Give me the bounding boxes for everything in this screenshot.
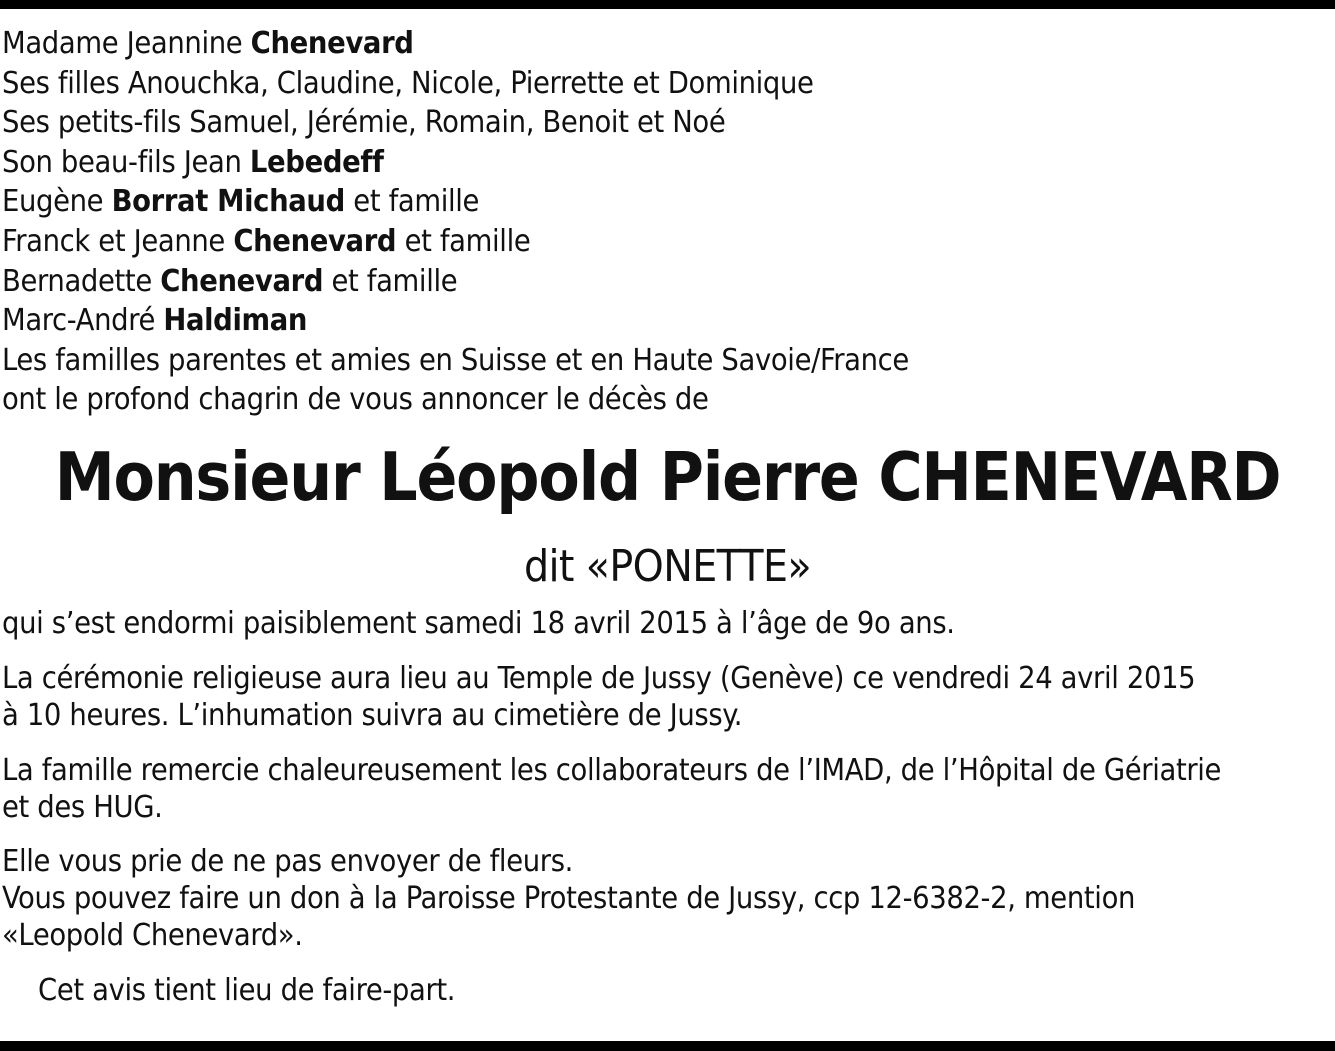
paragraph-line: La famille remercie chaleureusement les collaborateurs de l’IMAD, de l’Hôpital de Gériatrie (2, 753, 1222, 788)
top-border-rule (0, 0, 1335, 9)
family-surname: Chenevard (233, 223, 397, 259)
closing-note (38, 972, 1335, 1009)
family-surname: Lebedeff (249, 144, 384, 180)
thanks-paragraph (2, 752, 1334, 826)
family-line: Franck et Jeanne Chenevard et famille (2, 223, 531, 259)
paragraph-line: qui s’est endormi paisiblement samedi 18 avril 2015 à l’âge de 9o ans. (2, 606, 955, 641)
paragraph-line: Cet avis tient lieu de faire-part. (38, 973, 456, 1008)
paragraph-line: à 10 heures. L’inhumation suivra au cimetière de Jussy. (2, 698, 743, 733)
passing-paragraph (2, 605, 1334, 642)
paragraph-line: La cérémonie religieuse aura lieu au Temple de Jussy (Genève) ce vendredi 24 avril 2015 (2, 661, 1196, 696)
family-list (2, 24, 1332, 420)
bottom-border-rule (0, 1041, 1335, 1051)
family-surname: Haldiman (163, 303, 308, 339)
paragraph-line: Elle vous prie de ne pas envoyer de fleurs. (2, 844, 574, 879)
family-line: Ses filles Anouchka, Claudine, Nicole, Pierrette et Dominique (2, 65, 814, 101)
family-line: Bernadette Chenevard et famille (2, 263, 458, 299)
paragraph-line: «Leopold Chenevard». (2, 918, 303, 953)
family-line: Eugène Borrat Michaud et famille (2, 184, 480, 220)
family-surname: Borrat Michaud (111, 184, 345, 220)
family-surname: Chenevard (250, 26, 414, 61)
paragraph-line: Vous pouvez faire un don à la Paroisse Protestante de Jussy, ccp 12-6382-2, mention (2, 881, 1136, 916)
ceremony-paragraph (2, 660, 1334, 734)
family-line: Madame Jeannine Chenevard (2, 26, 414, 61)
donation-paragraph (2, 843, 1334, 954)
family-surname: Chenevard (160, 263, 324, 299)
family-line: Les familles parentes et amies en Suisse et en Haute Savoie/France (2, 342, 909, 378)
paragraph-line: et des HUG. (2, 790, 163, 825)
deceased-nickname: dit «PONETTE» (523, 541, 812, 592)
family-line: Ses petits-fils Samuel, Jérémie, Romain, Benoit et Noé (2, 105, 726, 141)
family-line: Son beau-fils Jean Lebedeff (2, 144, 384, 180)
deceased-name: Monsieur Léopold Pierre CHENEVARD (54, 438, 1281, 516)
family-line: Marc-André Haldiman (2, 303, 308, 339)
family-line: ont le profond chagrin de vous annoncer le décès de (2, 382, 709, 418)
